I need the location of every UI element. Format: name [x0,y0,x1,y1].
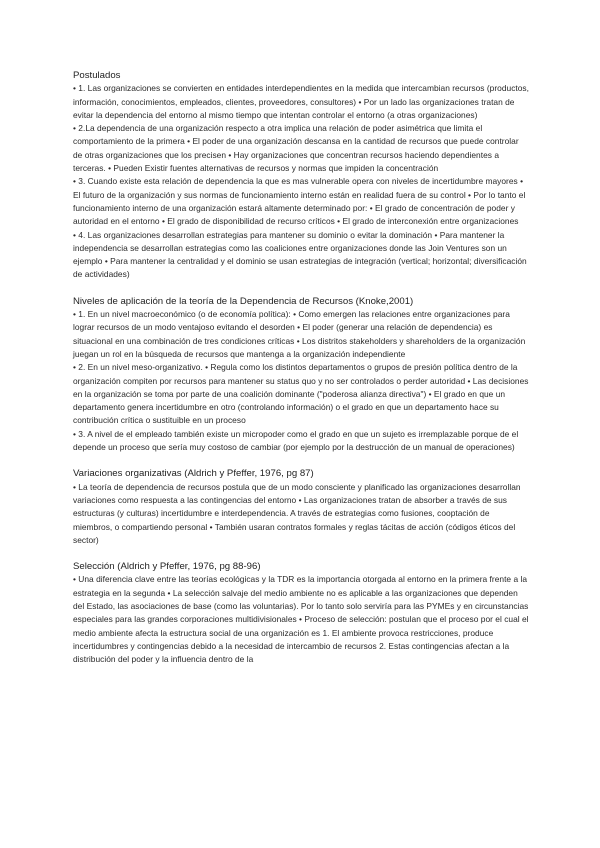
section-spacer [73,454,530,467]
section-niveles [73,295,530,455]
section-seleccion [73,560,530,666]
section-variaciones [73,467,530,547]
paragraph: • 3. A nivel de el empleado también existe un micropoder como el grado en que un sujeto es irremplazable porque de el depende un proceso que sería muy costoso de cambiar (por ejemplo por la destrucción de un manual de operaciones) [73,428,519,453]
section-postulados [73,69,530,282]
paragraph: • 2. En un nivel meso-organizativo. • Regula como los distintos departamentos o grupos de presión política dentro de la organización compiten por recursos para mantener su status quo y no ser controlados o perder autoridad • Las decisiones en la organización se toma por parte de una coalición dominante ("poderosa alianza directiva") • El grado en que un departamento genera incertidumbre en otro (controlando información) o el grado en que un departamento hace su contribución crítica o sustituible en un proceso [73,362,529,426]
paragraph: • 2.La dependencia de una organización respecto a otra implica una relación de poder asimétrica que limita el comportamiento de la primera • El poder de una organización descansa en la cantidad de recursos que puede controlar de otras organizaciones que los precisen • Hay organizaciones que concentran recursos haciendo dependientes a terceras. • Pueden Existir fuentes alternativas de recursos y normas que impiden la concentración [73,123,519,174]
section-heading: Selección (Aldrich y Pfeffer, 1976, pg 88-96) [73,561,261,573]
section-heading: Variaciones organizativas (Aldrich y Pfeffer, 1976, pg 87) [73,468,314,480]
paragraph: • La teoría de dependencia de recursos postula que de un modo consciente y planificado las organizaciones desarrollan variaciones como respuesta a las contingencias del entorno • Las organizaciones tratan de absorber a través de sus estructuras (y culturas) incertidumbre e interdependencia. A través de estrategias como fusiones, cooptación de miembros, o compartiendo personal • También usaran contratos formales y reglas tácitas de acción (códigos éticos del sector) [73,481,521,545]
paragraph: • 1. Las organizaciones se convierten en entidades interdependientes en la medida que intercambian recursos (productos, información, conocimientos, empleados, clientes, proveedores, consultores) • Por un lado las organizaciones tratan de evitar la dependencia del entorno al mismo tiempo que intentan controlar el entorno (a otras organizaciones) [73,83,529,120]
paragraph: • 3. Cuando existe esta relación de dependencia la que es mas vulnerable opera con niveles de incertidumbre mayores • El futuro de la organización y sus normas de funcionamiento interno están en realidad fuera de su control • Por lo tanto el funcionamiento interno de una organización estará altamente determinado por: • El grado de concentración de poder y autoridad en el entorno • El grado de disponibilidad de recurso críticos • El grado de interconexión entre organizaciones [73,176,526,227]
paragraph: • 1. En un nivel macroeconómico (o de economía política): • Como emergen las relaciones entre organizaciones para lograr recursos de un modo ventajoso evitando el desorden • El poder (generar una relación de dependencia) es situacional en una combinación de tres condiciones críticas • Los distritos stakeholders y shareholders de la organización juegan un rol en la búsqueda de recursos que mantenga a la organización independiente [73,309,526,359]
section-spacer [73,282,530,295]
paragraph: • 4. Las organizaciones desarrollan estrategias para mantener su dominio o evitar la dominación • Para mantener la independencia se desarrollan estrategias como las coaliciones entre organizaciones donde las Join Ventures son un ejemplo • Para mantener la centralidad y el dominio se usan estrategias de integración (vertical; horizontal; diversificación de actividades) [73,229,527,280]
section-heading: Postulados [73,70,121,81]
paragraph: • Una diferencia clave entre las teorías ecológicas y la TDR es la importancia otorgada al entorno en la primera frente a la estrategia en la segunda • La selección salvaje del medio ambiente no es aplicable a las organizaciones que dependen del Estado, las asociaciones de base (como las voluntarias). Por lo tanto solo serviría para las PYMEs y en circunstancias especiales para las grandes corporaciones multidivisionales • Proceso de selección: postulan que el proceso por el cual el medio ambiente afecta la estructura social de una organización es 1. El ambiente provoca restricciones, produce incertidumbres y contingencias debido a la necesidad de intercambio de recursos 2. Estas contingencias afectan a la distribución del poder y la influencia dentro de la [73,574,529,665]
section-heading: Niveles de aplicación de la teoría de la Dependencia de Recursos (Knoke,2001) [73,295,414,307]
section-spacer [73,547,530,560]
